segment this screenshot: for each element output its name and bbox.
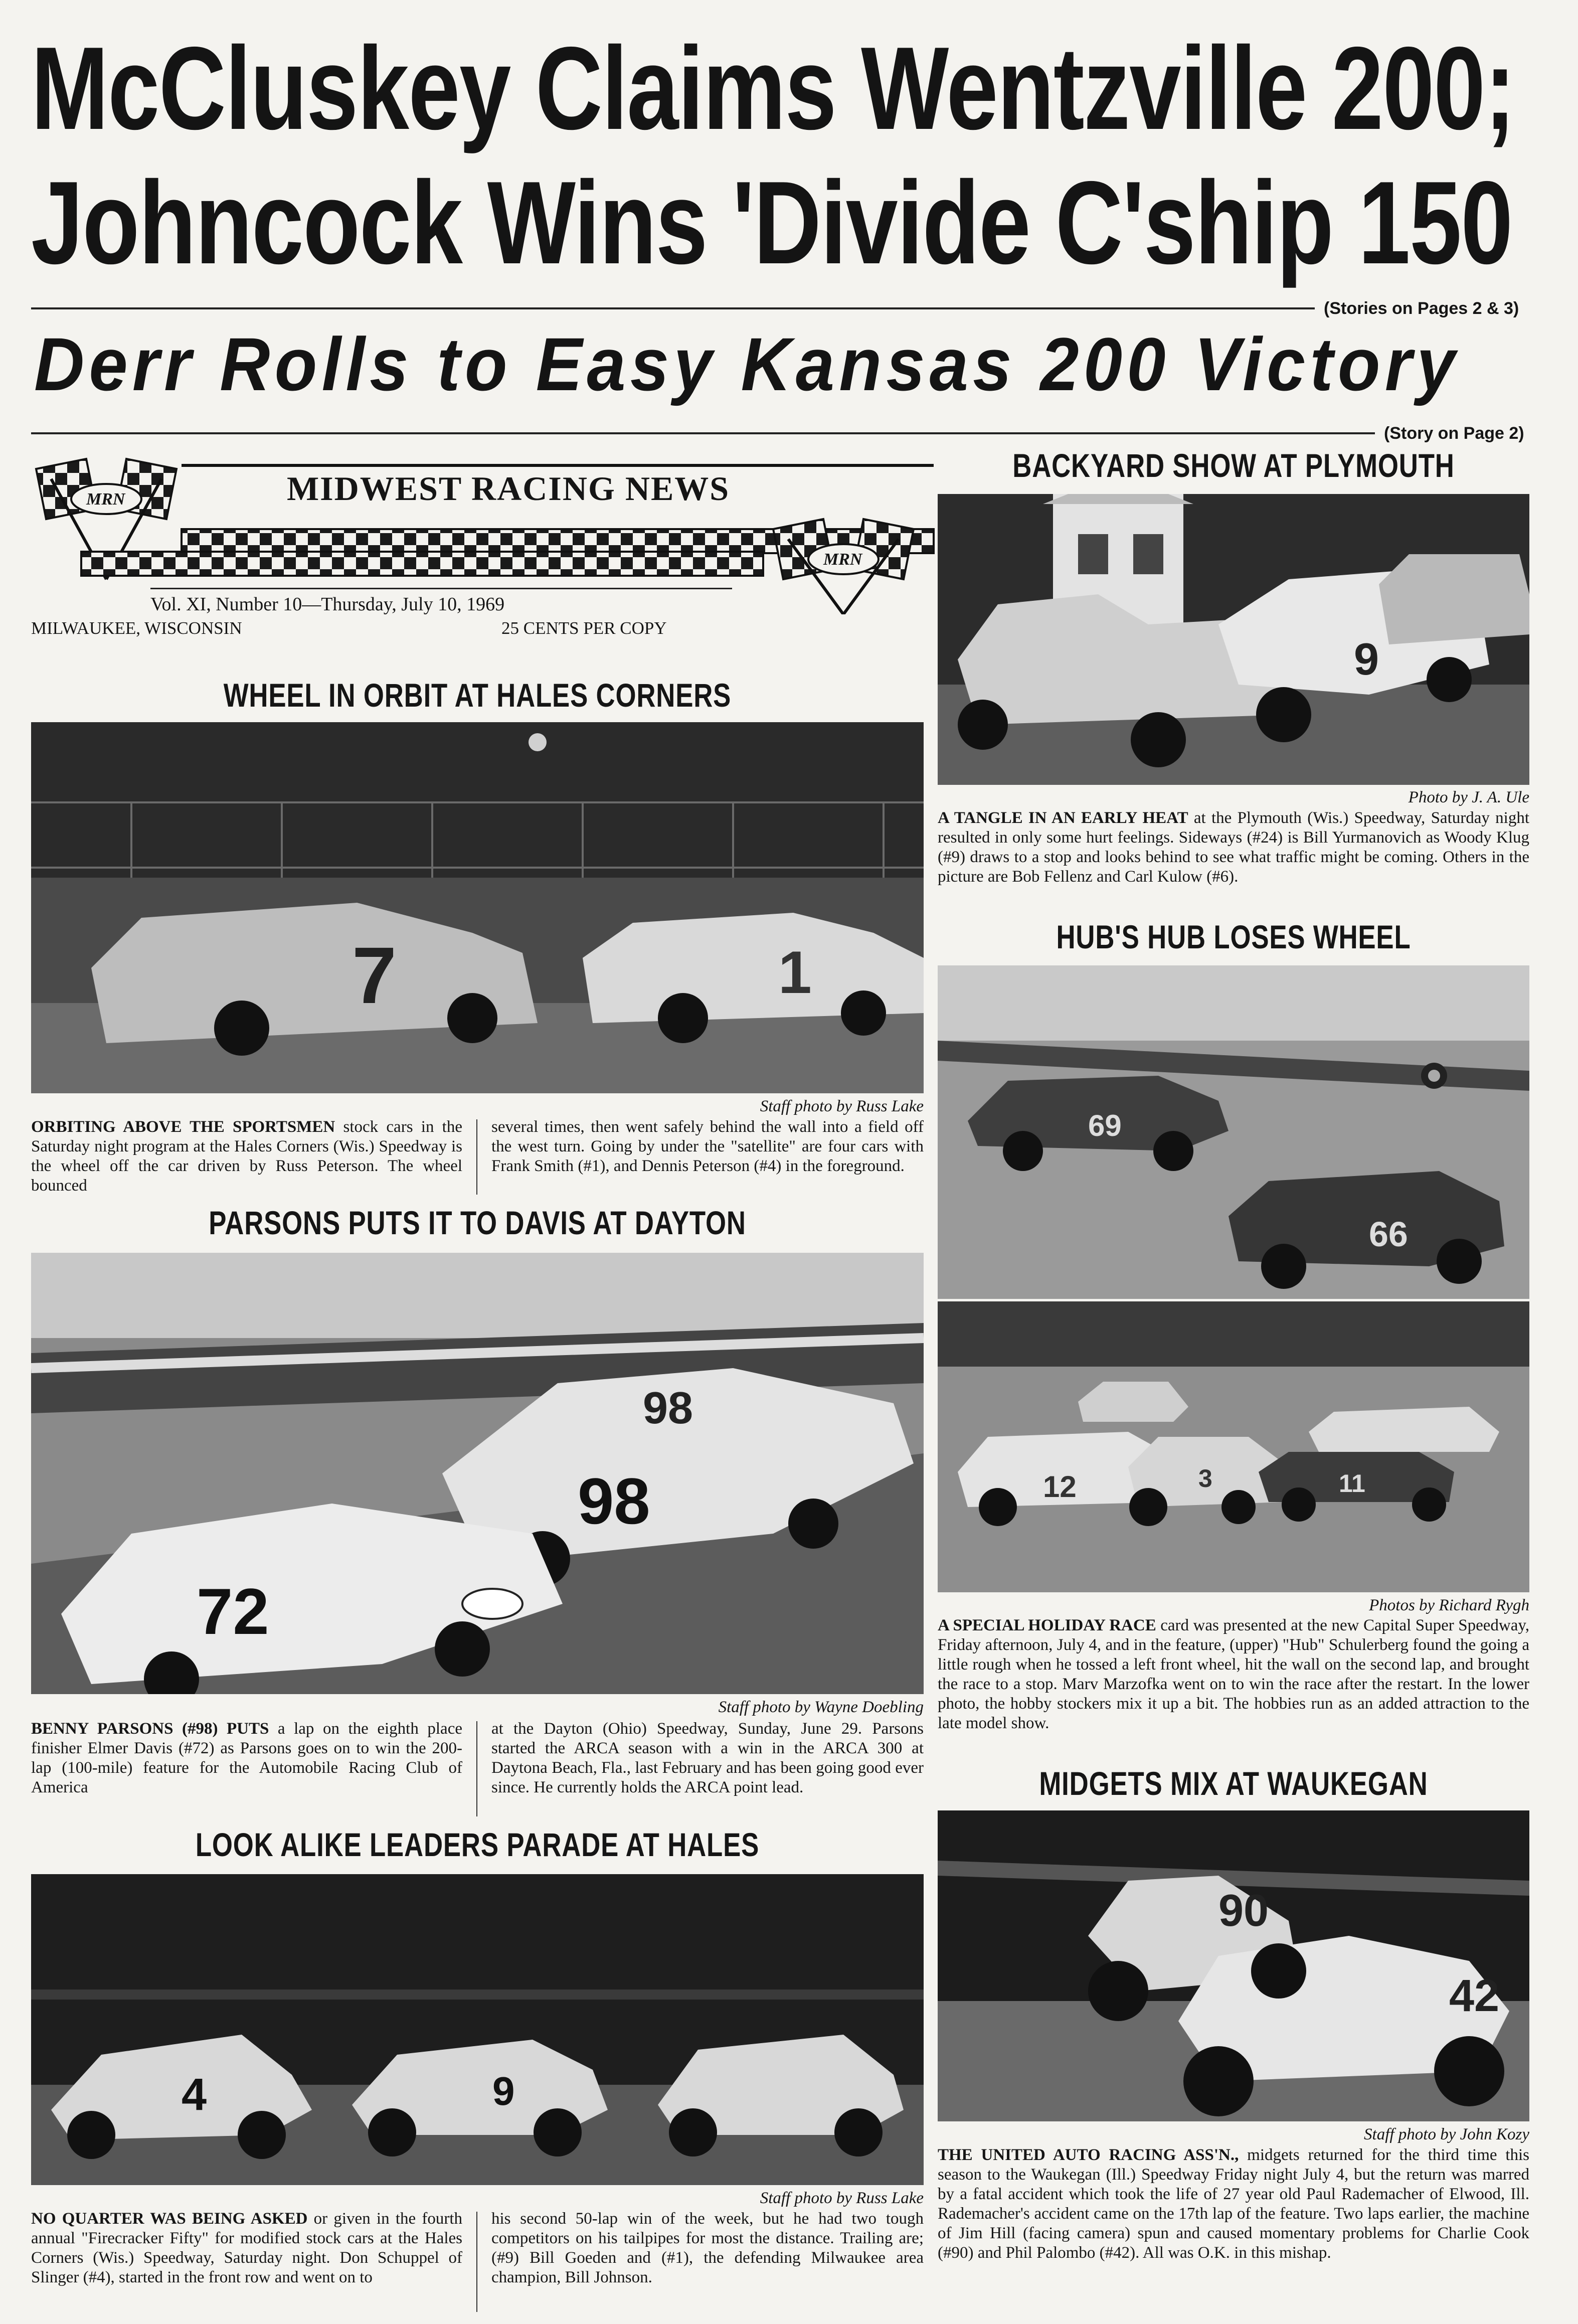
caption-lead: A TANGLE IN AN EARLY HEAT <box>938 809 1188 827</box>
car-number: 3 <box>1198 1464 1212 1492</box>
car-number: 66 <box>1369 1215 1408 1254</box>
caption-col1 <box>31 1117 462 1196</box>
photo-hales-parade <box>31 1874 924 2185</box>
logo-text: MRN <box>823 550 862 569</box>
caption-hub <box>938 1616 1529 1733</box>
car-number: 9 <box>492 2069 515 2113</box>
caption-col2: at the Dayton (Ohio) Speedway, Sunday, June 29. Parsons started the ARCA season with a win in the ARCA 300 at Daytona Beach, Fla., last February and has been going good ever since. He currently holds the ARCA point lead. <box>491 1720 924 1796</box>
caption-text: a lap on the eighth place finisher Elmer Davis (#72) as Parsons goes on to win the 200-lap (100-mile) feature for the Automobile Racing Club of America <box>31 1720 462 1796</box>
caption-text: at the Plymouth (Wis.) Speedway, Saturday night resulted in only some hurt feelings. Sideways (#24) is Bill Yurmanovich as Woody Klug (#9) draws to a stop and looks behind to see what traffic might be coming. Others in the picture are Bob Fellenz and Carl Kulow (#6). <box>938 809 1529 886</box>
caption-text: or given in the fourth annual "Firecracker Fifty" for modified stock cars at the Hales Corners (Wis.) Speedway, Saturday night. Don Schuppel of Slinger (#4), started in the front row and went on to <box>31 2210 463 2286</box>
caption-lead: NO QUARTER WAS BEING ASKED <box>31 2210 308 2228</box>
photo-credit: Staff photo by Russ Lake <box>760 2189 924 2207</box>
photo-waukegan <box>938 1810 1529 2121</box>
photo-plymouth <box>938 494 1529 785</box>
caption-text: card was presented at the new Capital Super Speedway, Friday afternoon, July 4, and in the feature, (upper) "Hub" Schulerberg found the going a little rough when he tossed a left front wheel, hit the wall on the second lap, and brought the race to a stop. Marv Marzofka went on to win the race after the restart. In the lower photo, the hobby stockers mix it up a bit. The hobbies run as an added attraction to the late model show. <box>938 1616 1529 1732</box>
section-heading-dayton: PARSONS PUTS IT TO DAVIS AT DAYTON <box>209 1204 746 1241</box>
car-number: 12 <box>1043 1470 1077 1504</box>
masthead <box>31 449 939 614</box>
caption-col2: several times, then went safely behind the wall into a field off the west turn. Going by under the "satellite" are four cars with Frank Smith (#1), and Dennis Peterson (#4) in the foreground. <box>491 1118 924 1175</box>
caption-lead: A SPECIAL HOLIDAY RACE <box>938 1616 1156 1634</box>
column-divider <box>476 2212 477 2312</box>
caption-lead: THE UNITED AUTO RACING ASS'N., <box>938 2146 1239 2164</box>
caption-col1 <box>31 2209 462 2287</box>
car-number: 7 <box>352 930 397 1020</box>
caption-plymouth <box>938 808 1529 887</box>
column-divider <box>476 1721 477 1816</box>
section-heading-waukegan: MIDGETS MIX AT WAUKEGAN <box>1039 1765 1428 1802</box>
car-number: 72 <box>197 1575 269 1648</box>
photo-hub-lower <box>938 1301 1529 1592</box>
section-heading-hub: HUB'S HUB LOSES WHEEL <box>1056 918 1411 955</box>
price-line: 25 CENTS PER COPY <box>501 618 667 638</box>
divider-rule <box>31 432 1375 434</box>
photo-credit: Staff photo by John Kozy <box>1364 2125 1529 2143</box>
section-heading-hales-parade: LOOK ALIKE LEADERS PARADE AT HALES <box>195 1826 760 1863</box>
car-number: 98 <box>643 1383 693 1433</box>
headline-3: Derr Rolls to Easy Kansas 200 Victory <box>34 322 1460 406</box>
caption-text: stock cars in the Saturday night program at the Hales Corners (Wis.) Speedway is the wheel off the car driven by Russ Peterson. The wheel bounced <box>31 1118 462 1195</box>
caption-text: midgets returned for the third time this season to the Waukegan (Ill.) Speedway Friday night July 4, but the return was marred by a fatal accident which took the life of 27 year old Paul Rademacher of Elwood, Ill. Rademacher's accident came on the 17th lap of the feature. Two laps earlier, the machine of Jim Hill (facing camera) spun and caused momentary problems for Charlie Cook (#90) and Phil Palombo (#42). All was O.K. in this mishap. <box>938 2146 1530 2262</box>
divider-rule <box>150 588 732 589</box>
car-number: 11 <box>1339 1469 1365 1498</box>
car-number: 9 <box>1354 634 1379 685</box>
volume-line: Vol. XI, Number 10—Thursday, July 10, 1969 <box>150 594 505 615</box>
logo-text: MRN <box>86 490 125 509</box>
photo-credit: Photos by Richard Rygh <box>1369 1596 1529 1614</box>
caption-lead: ORBITING ABOVE THE SPORTSMEN <box>31 1118 335 1136</box>
photo-hub-upper <box>938 965 1529 1299</box>
car-number: 69 <box>1088 1109 1122 1142</box>
column-divider <box>476 1119 477 1195</box>
caption-col1 <box>31 1719 462 1797</box>
section-heading-plymouth: BACKYARD SHOW AT PLYMOUTH <box>1012 447 1455 484</box>
photo-credit: Staff photo by Wayne Doebling <box>718 1698 924 1716</box>
photo-hales-wheel <box>31 722 924 1093</box>
caption-col2: his second 50-lap win of the week, but he had two tough competitors on his tailpipes for most the distance. Trailing are; (#9) Bill Goeden and (#1), the defending Milwaukee area champion, Bill Johnson. <box>491 2210 924 2286</box>
caption-waukegan <box>938 2145 1529 2263</box>
city-line: MILWAUKEE, WISCONSIN <box>31 618 242 638</box>
photo-credit: Photo by J. A. Ule <box>1408 788 1529 806</box>
car-number: 4 <box>182 2070 207 2120</box>
car-number: 42 <box>1449 1971 1500 2021</box>
photo-dayton <box>31 1253 924 1694</box>
headline-2: Johncock Wins 'Divide C'ship 150 <box>31 156 1512 288</box>
caption-lead: BENNY PARSONS (#98) PUTS <box>31 1720 269 1738</box>
masthead-title: MIDWEST RACING NEWS <box>287 469 730 508</box>
divider-rule <box>31 307 1315 309</box>
section-heading-hales-wheel: WHEEL IN ORBIT AT HALES CORNERS <box>223 677 732 714</box>
stories-ref: (Story on Page 2) <box>1384 424 1524 443</box>
car-number: 98 <box>578 1464 650 1538</box>
car-number: 1 <box>778 939 812 1006</box>
stories-ref: (Stories on Pages 2 & 3) <box>1324 299 1519 318</box>
car-number: 90 <box>1218 1886 1269 1936</box>
headline-1: McCluskey Claims Wentzville 200; <box>31 22 1515 154</box>
photo-credit: Staff photo by Russ Lake <box>760 1097 924 1115</box>
